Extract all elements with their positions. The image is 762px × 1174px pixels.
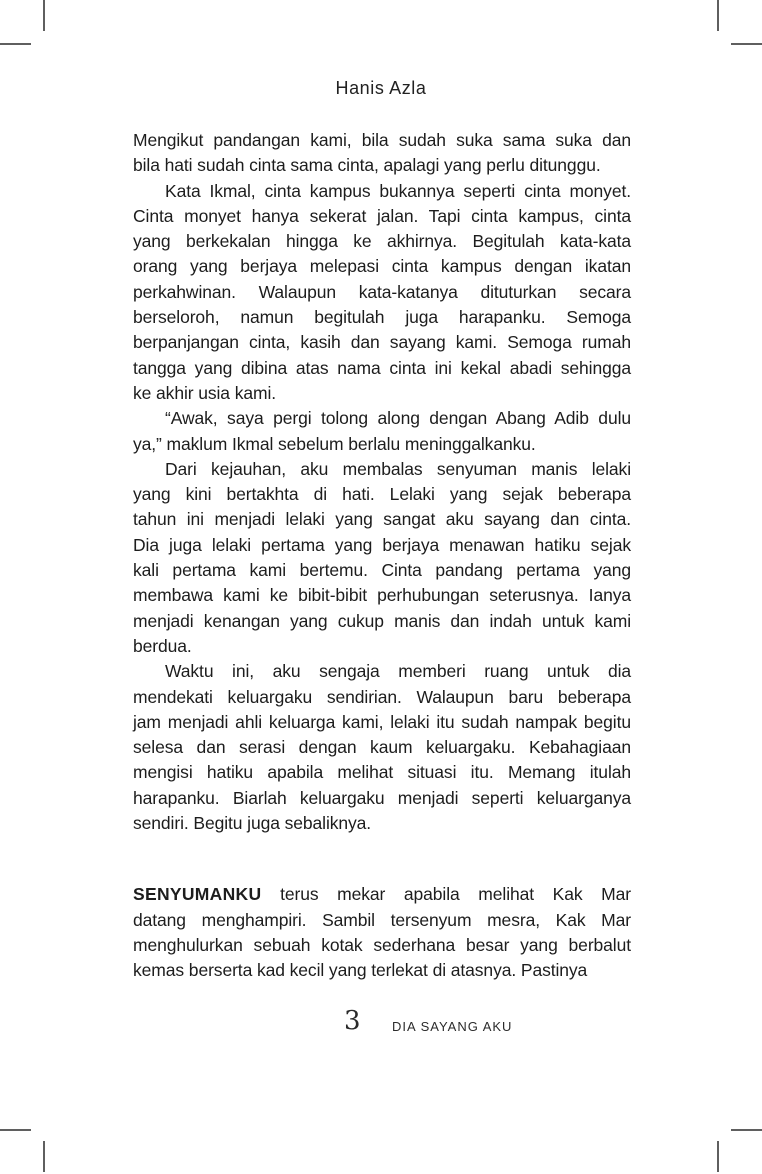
text-line: yang berkekalan hingga ke akhirnya. Begitulah kata-kata: [133, 231, 631, 252]
text-line: SENYUMANKU terus mekar apabila melihat Kak Mar: [133, 884, 631, 905]
text-line: menghulurkan sebuah kotak sederhana besar yang berbalut: [133, 934, 631, 955]
crop-mark-bottom-left-vertical-icon: [43, 1141, 45, 1172]
paragraph: [133, 659, 631, 836]
body-text: [133, 128, 631, 984]
text-line: jam menjadi ahli keluarga kami, lelaki itu sudah nampak begitu: [133, 711, 631, 732]
text-line: menjadi kenangan yang cukup manis dan indah untuk kami: [133, 610, 631, 631]
text-line: Mengikut pandangan kami, bila sudah suka sama suka dan: [133, 130, 631, 150]
text-line: Cinta monyet hanya sekerat jalan. Tapi cinta kampus, cinta: [133, 205, 631, 226]
text-line: bila hati sudah cinta sama cinta, apalagi yang perlu ditunggu.: [133, 155, 601, 176]
text-line: perkahwinan. Walaupun kata-katanya dituturkan secara: [133, 281, 631, 302]
text-line: sendiri. Begitu juga sebaliknya.: [133, 813, 372, 834]
text-line: selesa dan serasi dengan kaum keluargaku. Kebahagiaan: [133, 737, 631, 758]
text-line: mengisi hatiku apabila melihat situasi itu. Memang itulah: [133, 762, 631, 783]
text-line: orang yang berjaya melepasi cinta kampus dengan ikatan: [133, 256, 631, 277]
text-line: kemas berserta kad kecil yang terlekat di atasnya. Pastinya: [133, 960, 588, 981]
text-line: berdua.: [133, 635, 192, 656]
text-line: harapanku. Biarlah keluargaku menjadi seperti keluarganya: [133, 787, 631, 808]
crop-mark-top-left-horizontal-icon: [0, 43, 31, 45]
text-line: tangga yang dibina atas nama cinta ini kekal abadi sehingga: [133, 357, 631, 378]
text-line: “Awak, saya pergi tolong along dengan Abang Adib dulu: [165, 408, 631, 429]
text-line: mendekati keluargaku sendirian. Walaupun baru beberapa: [133, 686, 631, 707]
text-line: ke akhir usia kami.: [133, 382, 277, 403]
crop-mark-top-right-vertical-icon: [717, 0, 719, 31]
text-line: kali pertama kami bertemu. Cinta pandang pertama yang: [133, 560, 631, 581]
running-title: DIA SAYANG AKU: [392, 1019, 513, 1034]
author-header: Hanis Azla: [335, 78, 427, 98]
text-line: datang menghampiri. Sambil tersenyum mesra, Kak Mar: [133, 909, 631, 930]
text-line: berseloroh, namun begitulah juga harapanku. Semoga: [133, 307, 631, 328]
text-line: Dari kejauhan, aku membalas senyuman manis lelaki: [165, 458, 631, 479]
section-lead-word: SENYUMANKU: [133, 884, 262, 905]
text-line: berpanjangan cinta, kasih dan sayang kami. Semoga rumah: [133, 332, 631, 353]
crop-mark-bottom-left-horizontal-icon: [0, 1129, 31, 1131]
crop-mark-top-right-horizontal-icon: [731, 43, 762, 45]
page-number: 3: [344, 1006, 361, 1036]
text-line: membawa kami ke bibit-bibit perhubungan seterusnya. Ianya: [133, 585, 631, 606]
text-line: yang kini bertakhta di hati. Lelaki yang sejak beberapa: [133, 484, 631, 505]
text-line: ya,” maklum Ikmal sebelum berlalu meninggalkanku.: [133, 433, 536, 454]
crop-mark-bottom-right-vertical-icon: [717, 1141, 719, 1172]
text-line: tahun ini menjadi lelaki yang sangat aku sayang dan cinta.: [133, 509, 631, 530]
paragraph: [133, 882, 631, 983]
text-line: Waktu ini, aku sengaja memberi ruang untuk dia: [165, 661, 631, 682]
paragraph: [133, 128, 631, 179]
paragraph: [133, 179, 631, 407]
paragraph: [133, 457, 631, 659]
crop-mark-top-left-vertical-icon: [43, 0, 45, 31]
paragraph: [133, 406, 631, 457]
text-line: Dia juga lelaki pertama yang berjaya menawan hatiku sejak: [133, 534, 631, 555]
text-line: Kata Ikmal, cinta kampus bukannya seperti cinta monyet.: [165, 180, 631, 201]
crop-mark-bottom-right-horizontal-icon: [731, 1129, 762, 1131]
